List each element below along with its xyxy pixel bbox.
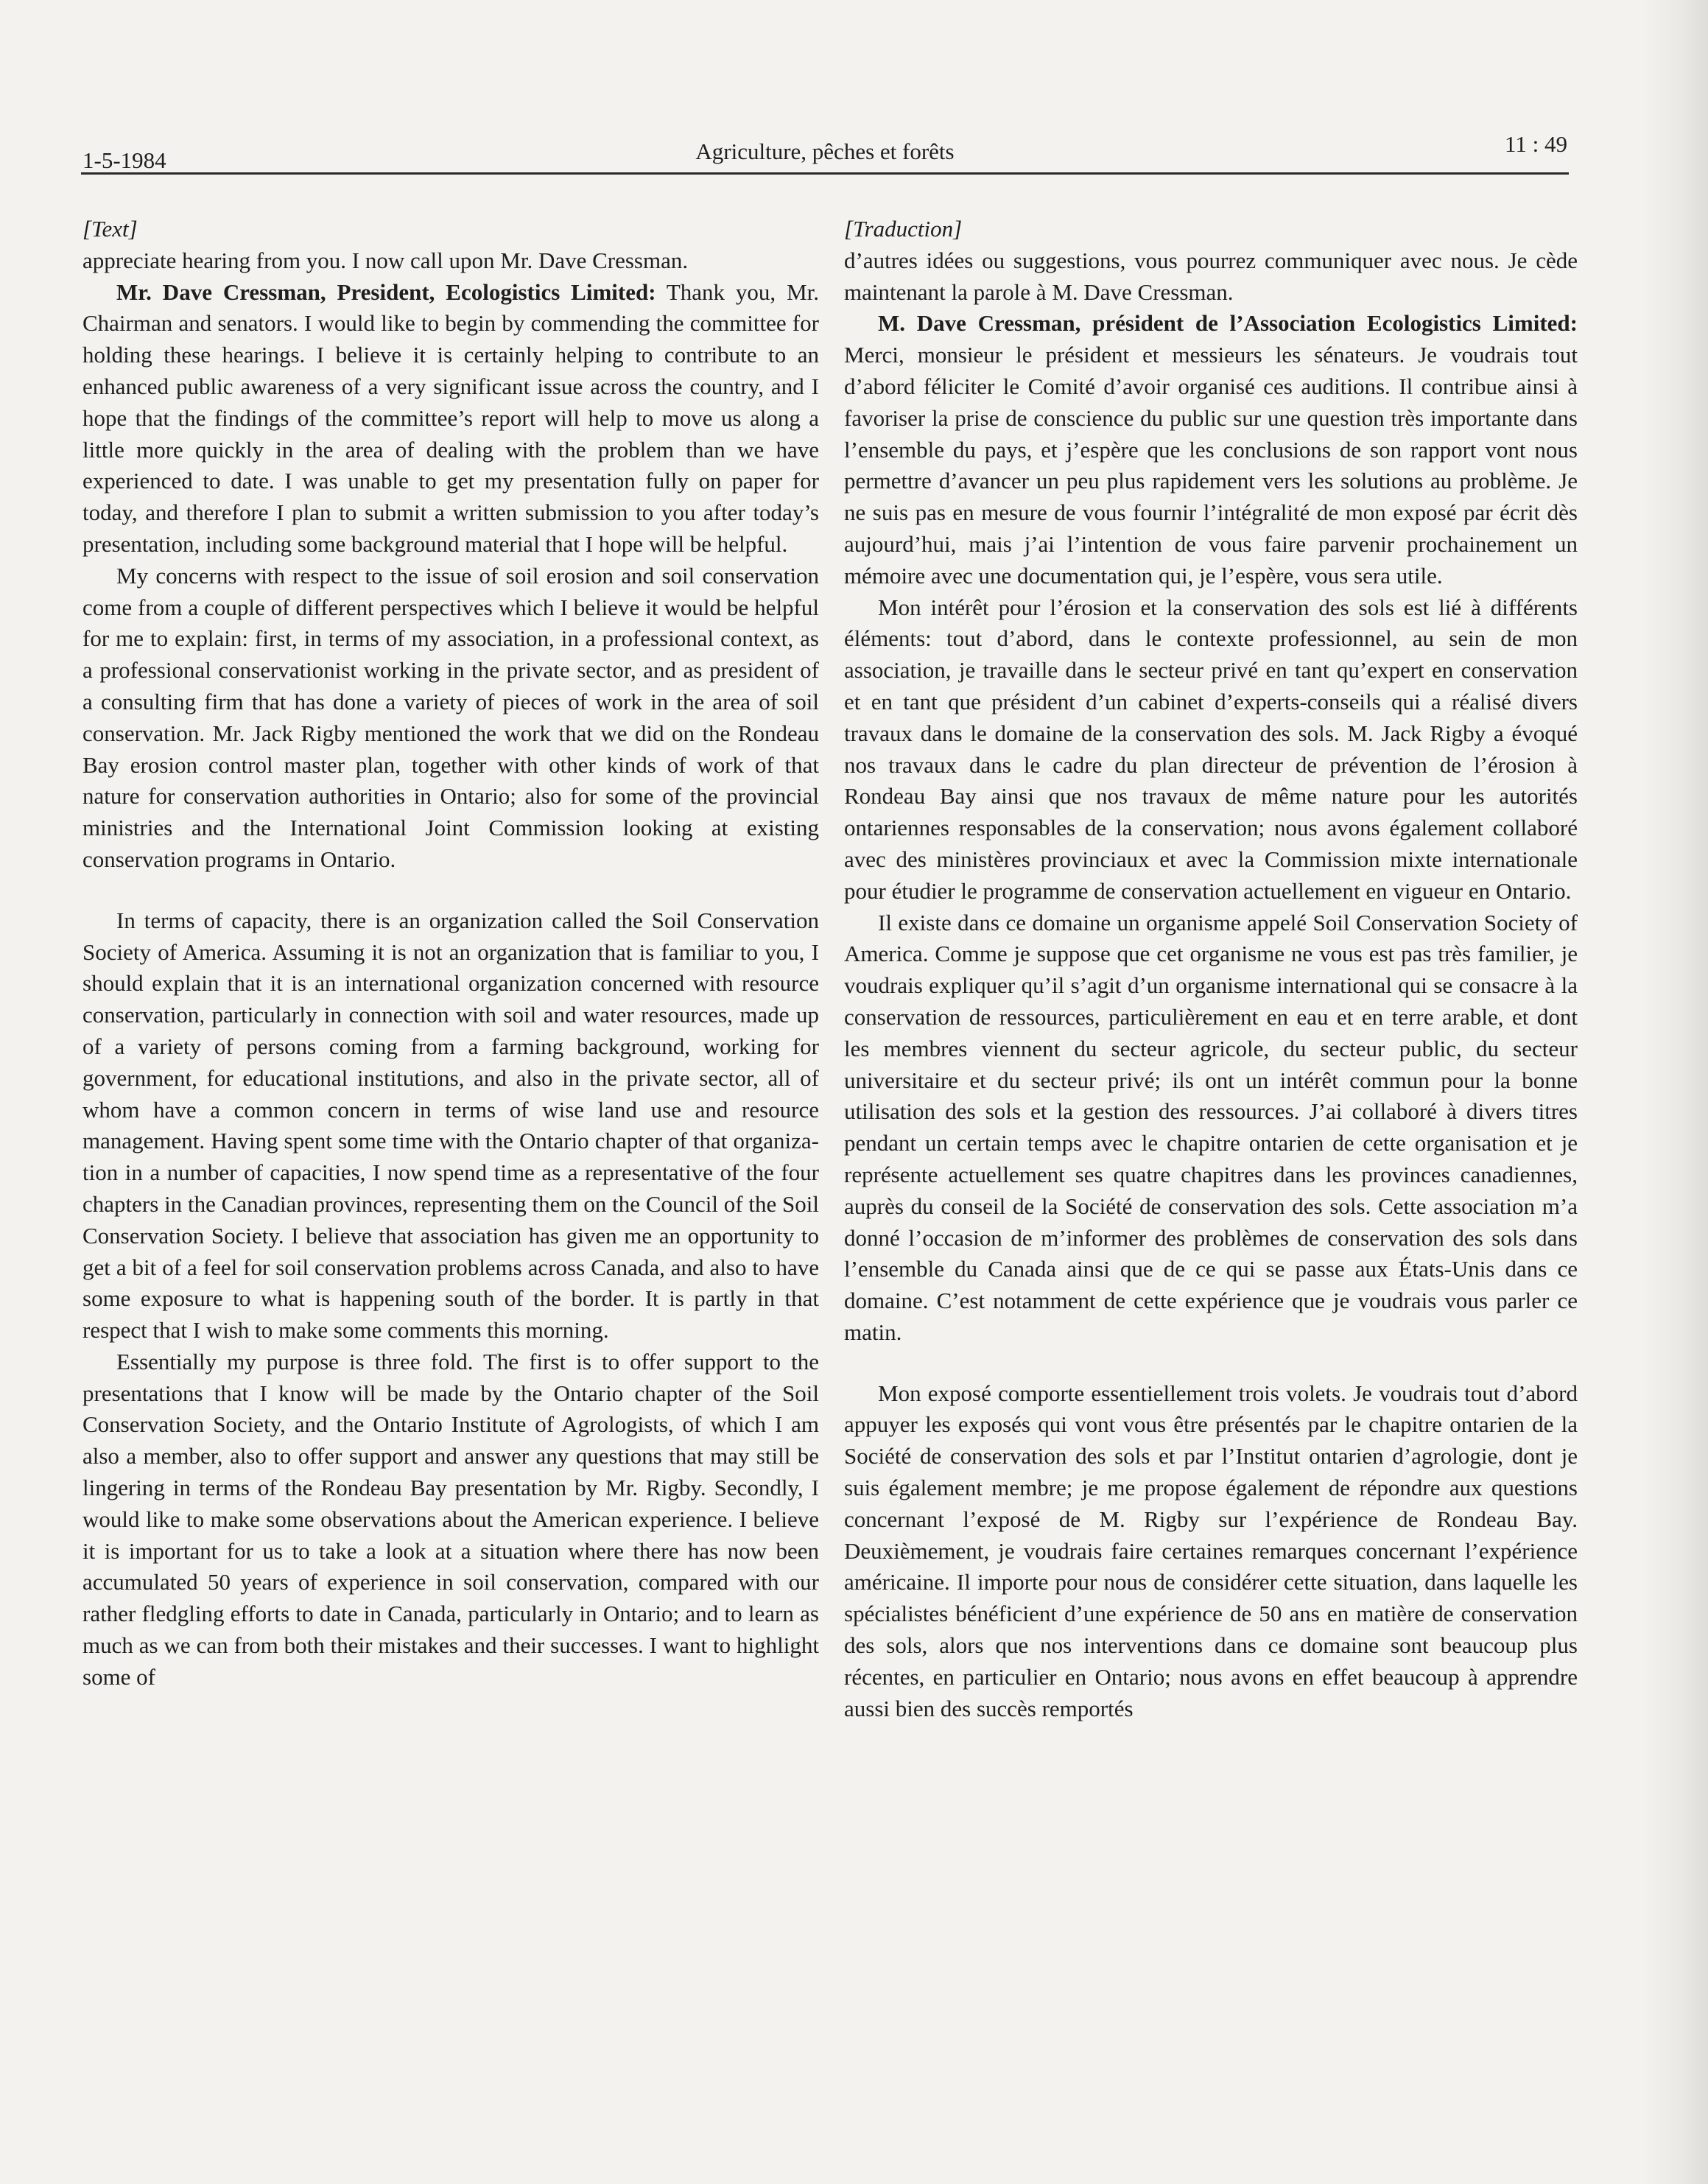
paragraph — [844, 308, 1578, 591]
column-label-text: [Text] — [82, 216, 138, 242]
paragraph: d’autres idées ou suggestions, vous pourrez communiquer avec nous. Je cède maintenant la parole à M. Dave Cressman. — [844, 247, 1578, 305]
header-title: Agriculture, pêches et forêts — [695, 138, 955, 164]
english-column — [82, 214, 819, 1693]
speaker-name: M. Dave Cressman, président de l’Association Ecologistics Limited: — [878, 310, 1578, 337]
header-date: 1-5-1984 — [82, 147, 166, 173]
paragraph: In terms of capacity, there is an organization called the Soil Conservation Society of America. Assuming it is not an organization that is familiar to you, I should explain that it is an international organization concerned with resource conservation, particularly in connection with soil and water resources, made up of a variety of persons coming from a farming background, working for government, for educational institutions, and also in the private sector, all of whom have a common concern in terms of wise land use and resource management. Having spent some time with the Ontario chapter of that organization in a number of capacities, I now spend time as a representative of the four chapters in the Canadian provinces, representing them on the Council of the Soil Conservation Society. I believe that association has given me an opportunity to get a bit of a feel for soil conservation problems across Canada, and also to have some exposure to what is happening south of the border. It is partly in that respect that I wish to make some comments this morning. — [82, 907, 819, 1344]
paragraph: Essentially my purpose is three fold. The first is to offer support to the presentations that I know will be made by the Ontario chapter of the Soil Conservation Society, and the Ontario Institute of Agrologists, of which I am also a member, also to offer support and answer any questions that may still be lingering in terms of the Rondeau Bay presentation by Mr. Rigby. Secondly, I would like to make some observations about the American experience. I believe it is important for us to take a look at a situation where there has now been accumulated 50 years of experience in soil conservation, compared with our rather fledgling efforts to date in Canada, particularly in Ontario; and to learn as much as we can from both their mistakes and their successes. I want to highlight some of — [82, 1348, 819, 1690]
paragraph: Mon intérêt pour l’érosion et la conservation des sols est lié à différents éléments: tout d’abord, dans le contexte professionnel, au sein de mon association, je travaille dans le secteur privé en tant qu’expert en conservation et en tant que président d’un cabinet d’experts-conseils qui a réalisé divers travaux dans le domaine de la conservation des sols. M. Jack Rigby a évoqué nos travaux dans le cadre du plan directeur de prévention de l’érosion à Rondeau Bay ainsi que nos travaux de même nature pour les autorités ontariennes responsables de la conservation; nous avons également collaboré avec des ministères provinciaux et avec la Commission mixte internationale pour étudier le programme de conservation actuellement en vigueur en Ontario. — [844, 594, 1578, 904]
page-number: 11 : 49 — [1505, 131, 1567, 157]
paragraph: Mon exposé comporte essentiellement trois volets. Je voudrais tout d’abord appuyer les exposés qui vont vous être présentés par le chapitre ontarien de la Société de conservation des sols et par l’Institut ontarien d’agrologie, dont je suis également membre; je me propose également de répondre aux questions concernant l’exposé de M. Rigby sur l’expérience de Rondeau Bay. Deuxièmement, je voudrais faire certaines remarques concernant l’expérience américaine. Il importe pour nous de considérer cette situation, dans laquelle les spécialistes bénéficient d’une expérience de 50 ans en matière de conservation des sols, alors que nos interventions dans ce domaine sont beaucoup plus récentes, en particulier en Ontario; nous avons en effet beaucoup à apprendre aussi bien des succès remportés — [844, 1380, 1578, 1721]
paragraph-text: Thank you, Mr. Chairman and senators. I would like to begin by commending the committee for holding these hearings. I believe it is certainly helping to contribute to an enhanced public awareness of a very significant issue across the country, and I hope that the findings of the committee’s report will help to move us along a little more quickly in the area of dealing with the problem than we have experienced to date. I was unable to get my presentation fully on paper for today, and therefore I plan to submit a written submission to you after today’s presentation, including some background material that I hope will be helpful. — [82, 278, 819, 557]
french-column — [844, 214, 1578, 1724]
paragraph-text: Merci, monsieur le président et messieurs les sénateurs. Je voudrais tout d’abord féliciter le Comité d’avoir organisé ces auditions. Il contribue ainsi à favoriser la prise de conscience du public sur une question très importante dans l’ensemble du pays, et j’espère que les conclusions de son rapport vont nous permettre d’avancer un peu plus rapidement vers les solutions au problème. Je ne suis pas en mesure de vous fournir l’intégralité de mon exposé par écrit dès aujourd’hui, mais j’ai l’intention de vous faire parvenir prochainement un mémoire avec une documentation qui, je l’espère, vous sera utile. — [844, 342, 1578, 589]
running-header — [81, 131, 1569, 175]
paragraph: Il existe dans ce domaine un organisme appelé Soil Conservation Society of America. Comme je suppose que cet organisme ne vous est pas très familier, je voudrais expliquer qu’il s’agit d’un organisme international qui se consacre à la conservation de ressources, particulièrement en eau et en terre arable, et dont les membres viennent du secteur agricole, du secteur public, du secteur universitaire et du secteur privé; ils ont un intérêt commun pour la bonne utilisation des sols et la gestion des ressources. J’ai collaboré à divers titres pendant un certain temps avec le chapitre ontarien de cette organisation et je représente actuellement ses quatre chapitres dans les provinces canadiennes, auprès du conseil de la Société de conservation des sols. Cette association m’a donné l’occasion de m’informer des problèmes de conservation des sols dans l’ensemble du Canada ainsi que de ce qui se passe aux États-Unis dans ce domaine. C’est notamment de cette expérience que je voudrais vous parler ce matin. — [844, 909, 1578, 1345]
column-label-traduction: [Traduction] — [844, 216, 963, 242]
speaker-name: Mr. Dave Cressman, President, Ecologistics Limited: — [116, 278, 656, 305]
paragraph: appreciate hearing from you. I now call upon Mr. Dave Cressman. — [82, 247, 689, 273]
paragraph — [82, 277, 819, 561]
paragraph: My concerns with respect to the issue of soil erosion and soil conservation come from a couple of different perspectives which I believe it would be helpful for me to explain: first, in terms of my association, in a professional context, as a professional conservationist working in the private sector, and as president of a consulting firm that has done a variety of pieces of work in the area of soil conservation. Mr. Jack Rigby mentioned the work that we did on the Rondeau Bay erosion control master plan, together with other kinds of work of that nature for conservation authorities in Ontario; also for some of the provincial ministries and the International Joint Commission looking at existing conservation programs in Ontario. — [82, 562, 819, 872]
page-edge-shadow — [1642, 0, 1708, 2184]
